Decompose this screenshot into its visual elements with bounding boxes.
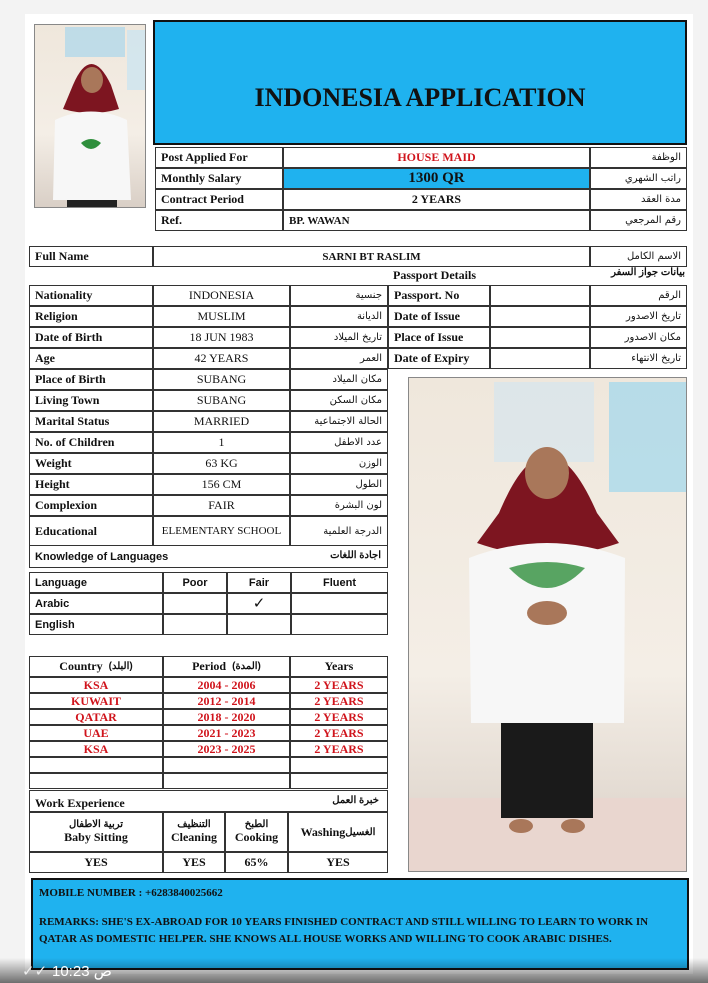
contract-arabic: مدة العقد bbox=[590, 189, 687, 210]
experience-country: KSA bbox=[29, 677, 163, 693]
passport-arabic: الرقم bbox=[590, 285, 687, 306]
personal-value: FAIR bbox=[153, 495, 290, 516]
contract-label: Contract Period bbox=[155, 189, 283, 210]
fullname-label: Full Name bbox=[29, 246, 153, 267]
skill-label: Baby Sitting bbox=[64, 830, 128, 844]
passport-label: Date of Expiry bbox=[388, 348, 490, 369]
passport-label: Place of Issue bbox=[388, 327, 490, 348]
personal-label: Date of Birth bbox=[29, 327, 153, 348]
personal-value: 1 bbox=[153, 432, 290, 453]
passport-arabic: مكان الاصدور bbox=[590, 327, 687, 348]
personal-value: INDONESIA bbox=[153, 285, 290, 306]
personal-label: Marital Status bbox=[29, 411, 153, 432]
experience-country: KUWAIT bbox=[29, 693, 163, 709]
mobile-number: MOBILE NUMBER : +6283840025662 bbox=[39, 887, 223, 899]
skill-arabic: التنظيف bbox=[177, 819, 211, 830]
work-section bbox=[29, 790, 388, 812]
passport-label: Passport. No bbox=[388, 285, 490, 306]
fullname-value: SARNI BT RASLIM bbox=[153, 246, 590, 267]
country-header-arabic: (البلد) bbox=[108, 661, 133, 672]
contract-value: 2 YEARS bbox=[283, 189, 590, 210]
personal-label: Educational bbox=[29, 516, 153, 546]
experience-period: 2021 - 2023 bbox=[163, 725, 290, 741]
experience-empty-cell bbox=[290, 757, 388, 773]
form-title-text: INDONESIA APPLICATION bbox=[254, 82, 586, 112]
language-fluent bbox=[291, 614, 388, 635]
footer-box bbox=[31, 878, 689, 970]
double-check-icon: ✓✓ bbox=[22, 963, 48, 980]
experience-country: QATAR bbox=[29, 709, 163, 725]
passport-value bbox=[490, 327, 590, 348]
personal-arabic: مكان الميلاد bbox=[290, 369, 388, 390]
language-poor bbox=[163, 593, 227, 614]
personal-label: Religion bbox=[29, 306, 153, 327]
passport-arabic: تاريخ الاصدور bbox=[590, 306, 687, 327]
personal-value: MUSLIM bbox=[153, 306, 290, 327]
skill-arabic: الطبخ bbox=[244, 819, 269, 830]
salary-label: Monthly Salary bbox=[155, 168, 283, 189]
passport-arabic: تاريخ الانتهاء bbox=[590, 348, 687, 369]
experience-years: 2 YEARS bbox=[290, 741, 388, 757]
fullname-arabic: الاسم الكامل bbox=[590, 246, 687, 267]
personal-arabic: الحالة الاجتماعية bbox=[290, 411, 388, 432]
ref-label: Ref. bbox=[155, 210, 283, 231]
skill-value: 65% bbox=[225, 852, 288, 873]
experience-empty-cell bbox=[29, 757, 163, 773]
country-header-text: Country bbox=[59, 659, 103, 673]
languages-section bbox=[29, 546, 388, 568]
full-photo bbox=[408, 377, 687, 872]
skill-header bbox=[288, 812, 388, 852]
form-title bbox=[153, 20, 687, 145]
experience-period: 2004 - 2006 bbox=[163, 677, 290, 693]
small-photo bbox=[34, 24, 146, 208]
skill-label: Washing bbox=[300, 824, 346, 839]
passport-value bbox=[490, 306, 590, 327]
personal-arabic: الطول bbox=[290, 474, 388, 495]
experience-years: 2 YEARS bbox=[290, 693, 388, 709]
personal-value: MARRIED bbox=[153, 411, 290, 432]
language-fair: ✓ bbox=[227, 593, 291, 614]
work-title: Work Experience bbox=[35, 796, 125, 810]
language-header: Language bbox=[29, 572, 163, 593]
personal-label: No. of Children bbox=[29, 432, 153, 453]
ref-arabic: رقم المرجعي bbox=[590, 210, 687, 231]
remarks-text: REMARKS: SHE'S EX-ABROAD FOR 10 YEARS FINISHED CONTRACT AND STILL WILLING TO LEARN TO WORK IN QATAR AS DOMESTIC HELPER. SHE KNOWS ALL HOUSE WORKS AND WILLING TO COOK ARABIC DISHES. bbox=[39, 916, 649, 945]
skill-value: YES bbox=[288, 852, 388, 873]
skill-label: Cooking bbox=[234, 830, 279, 844]
personal-arabic: الدرجة العلمية bbox=[290, 516, 388, 546]
language-name: English bbox=[29, 614, 163, 635]
skill-arabic: تربية الاطفال bbox=[68, 819, 124, 830]
personal-value: SUBANG bbox=[153, 369, 290, 390]
experience-period: 2018 - 2020 bbox=[163, 709, 290, 725]
salary-arabic: راتب الشهري bbox=[590, 168, 687, 189]
passport-title-arabic: بيانات جواز السفر bbox=[611, 267, 685, 278]
post-value: HOUSE MAID bbox=[283, 147, 590, 168]
period-header bbox=[163, 656, 290, 677]
timestamp: 10:23 ص bbox=[52, 963, 112, 980]
woman-portrait-image bbox=[35, 25, 146, 208]
passport-title: Passport Details bbox=[393, 268, 476, 282]
language-header: Fluent bbox=[291, 572, 388, 593]
experience-years: 2 YEARS bbox=[290, 725, 388, 741]
skill-value: YES bbox=[29, 852, 163, 873]
personal-arabic: الوزن bbox=[290, 453, 388, 474]
personal-label: Complexion bbox=[29, 495, 153, 516]
personal-label: Age bbox=[29, 348, 153, 369]
language-poor bbox=[163, 614, 227, 635]
experience-period: 2023 - 2025 bbox=[163, 741, 290, 757]
skill-header bbox=[29, 812, 163, 852]
personal-arabic: مكان السكن bbox=[290, 390, 388, 411]
personal-label: Nationality bbox=[29, 285, 153, 306]
skill-arabic: الغسيل bbox=[345, 826, 376, 838]
woman-full-body-image bbox=[409, 378, 687, 872]
experience-empty-cell bbox=[163, 757, 290, 773]
experience-country: UAE bbox=[29, 725, 163, 741]
period-header-text: Period bbox=[192, 659, 227, 673]
years-header: Years bbox=[290, 656, 388, 677]
ref-value: BP. WAWAN bbox=[283, 210, 590, 231]
experience-period: 2012 - 2014 bbox=[163, 693, 290, 709]
passport-value bbox=[490, 285, 590, 306]
personal-arabic: العمر bbox=[290, 348, 388, 369]
country-header bbox=[29, 656, 163, 677]
experience-empty-cell bbox=[290, 773, 388, 789]
chat-overlay bbox=[0, 958, 708, 983]
post-arabic: الوظفة bbox=[590, 147, 687, 168]
language-fluent bbox=[291, 593, 388, 614]
personal-value: ELEMENTARY SCHOOL bbox=[153, 516, 290, 546]
experience-years: 2 YEARS bbox=[290, 709, 388, 725]
experience-country: KSA bbox=[29, 741, 163, 757]
language-name: Arabic bbox=[29, 593, 163, 614]
personal-arabic: الديانة bbox=[290, 306, 388, 327]
skill-label: Cleaning bbox=[170, 830, 217, 844]
post-label: Post Applied For bbox=[155, 147, 283, 168]
personal-label: Height bbox=[29, 474, 153, 495]
language-fair bbox=[227, 614, 291, 635]
personal-value: 63 KG bbox=[153, 453, 290, 474]
personal-value: 156 CM bbox=[153, 474, 290, 495]
period-header-arabic: (المدة) bbox=[232, 661, 261, 672]
personal-label: Place of Birth bbox=[29, 369, 153, 390]
salary-value: 1300 QR bbox=[283, 168, 590, 189]
skill-header bbox=[163, 812, 225, 852]
passport-label: Date of Issue bbox=[388, 306, 490, 327]
language-header: Fair bbox=[227, 572, 291, 593]
personal-label: Weight bbox=[29, 453, 153, 474]
experience-empty-cell bbox=[29, 773, 163, 789]
personal-arabic: جنسية bbox=[290, 285, 388, 306]
experience-years: 2 YEARS bbox=[290, 677, 388, 693]
languages-title: Knowledge of Languages bbox=[35, 551, 169, 563]
language-header: Poor bbox=[163, 572, 227, 593]
application-form bbox=[25, 14, 693, 974]
languages-title-arabic: اجادة اللغات bbox=[330, 550, 381, 561]
personal-label: Living Town bbox=[29, 390, 153, 411]
passport-value bbox=[490, 348, 590, 369]
personal-arabic: لون البشرة bbox=[290, 495, 388, 516]
personal-arabic: تاريخ الميلاد bbox=[290, 327, 388, 348]
work-title-arabic: خبرة العمل bbox=[332, 795, 379, 806]
personal-value: 42 YEARS bbox=[153, 348, 290, 369]
personal-value: SUBANG bbox=[153, 390, 290, 411]
skill-value: YES bbox=[163, 852, 225, 873]
skill-header bbox=[225, 812, 288, 852]
personal-value: 18 JUN 1983 bbox=[153, 327, 290, 348]
personal-arabic: عدد الاطفل bbox=[290, 432, 388, 453]
experience-empty-cell bbox=[163, 773, 290, 789]
